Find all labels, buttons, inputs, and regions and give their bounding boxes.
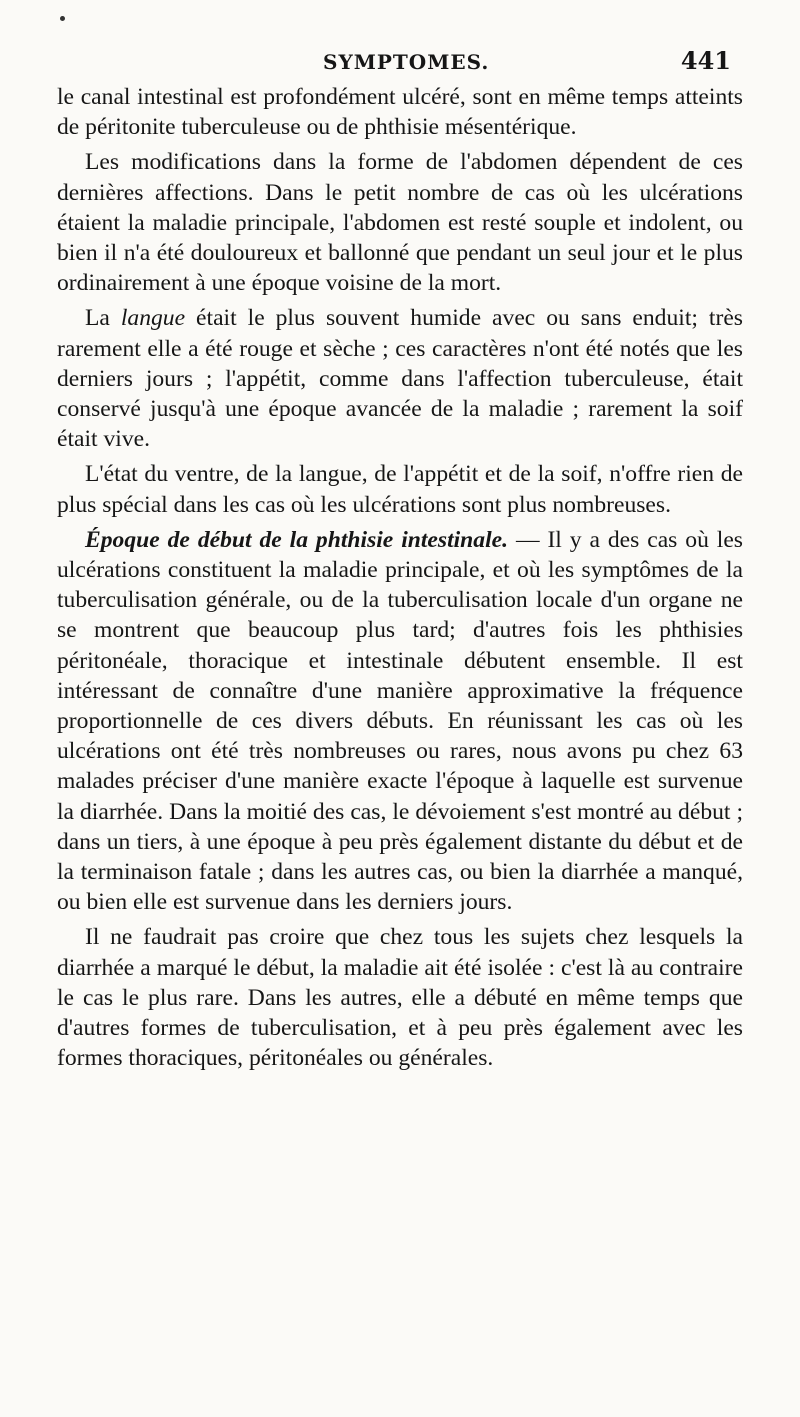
paragraph-3-prefix: La <box>85 305 121 332</box>
paragraph-2-text: Les modifications dans la forme de l'abdomen dépendent de ces dernières affections. Dans le petit nombre de cas où les ulcérations étaient la maladie principale, l'abdomen est resté souple et indolent, ou bien il n'a été douloureux et ballonné que pendant un seul jour et le plus ordinairement à une époque voisine de la mort. <box>57 149 743 297</box>
paragraph-1 <box>57 82 743 142</box>
running-title: SYMPTOMES. <box>323 50 490 74</box>
section-heading: Époque de début de la phthisie intestinale. <box>85 526 509 553</box>
ink-dot <box>60 16 65 21</box>
body-text <box>57 82 743 1074</box>
paragraph-6 <box>57 922 743 1073</box>
paragraph-3-text: était le plus souvent humide avec ou sans enduit; très rarement elle a été rouge et sèche ; ces caractères n'ont été notés que les derniers jours ; l'appétit, comme dans l'affection tuberculeuse, était conservé jusqu'à une époque avancée de la maladie ; rarement la soif était vive. <box>57 305 743 453</box>
paragraph-5-text: — Il y a des cas où les ulcérations constituent la maladie principale, et où les symptômes de la tuberculisation générale, ou de la tuberculisation locale d'un organe ne se montrent que beaucoup plus tard; d'autres fois les phthisies péritonéale, thoracique et intestinale débutent ensemble. Il est intéressant de connaître d'une manière approximative la fréquence proportionnelle de ces divers débuts. En réunissant les cas où les ulcérations ont été très nombreuses ou rares, nous avons pu chez 63 malades préciser d'une manière exacte l'époque à laquelle est survenue la diarrhée. Dans la moitié des cas, le dévoiement s'est montré au début ; dans un tiers, à une époque à peu près également distante du début et de la terminaison fatale ; dans les autres cas, ou bien la diarrhée a manqué, ou bien elle est survenue dans les derniers jours. <box>57 526 743 916</box>
paragraph-3-italic-term: langue <box>120 305 186 332</box>
paragraph-6-text: Il ne faudrait pas croire que chez tous les sujets chez lesquels la diarrhée a marqué le début, la maladie ait été isolée : c'est là au contraire le cas le plus rare. Dans les autres, elle a débuté en même temps que d'autres formes de tuberculisation, et à peu près également avec les formes thoraciques, péritonéales ou générales. <box>57 924 743 1072</box>
page-number: 441 <box>680 46 731 75</box>
paragraph-2 <box>57 147 743 298</box>
paragraph-1-text: le canal intestinal est profondément ulcéré, sont en même temps atteints de péritonite tuberculeuse ou de phthisie mésentérique. <box>57 84 743 141</box>
paragraph-4-text: L'état du ventre, de la langue, de l'appétit et de la soif, n'offre rien de plus spécial dans les cas où les ulcérations sont plus nombreuses. <box>57 461 743 518</box>
paragraph-4 <box>57 459 743 519</box>
paragraph-5 <box>57 525 743 918</box>
paragraph-3 <box>57 303 743 454</box>
page-header <box>55 46 735 82</box>
